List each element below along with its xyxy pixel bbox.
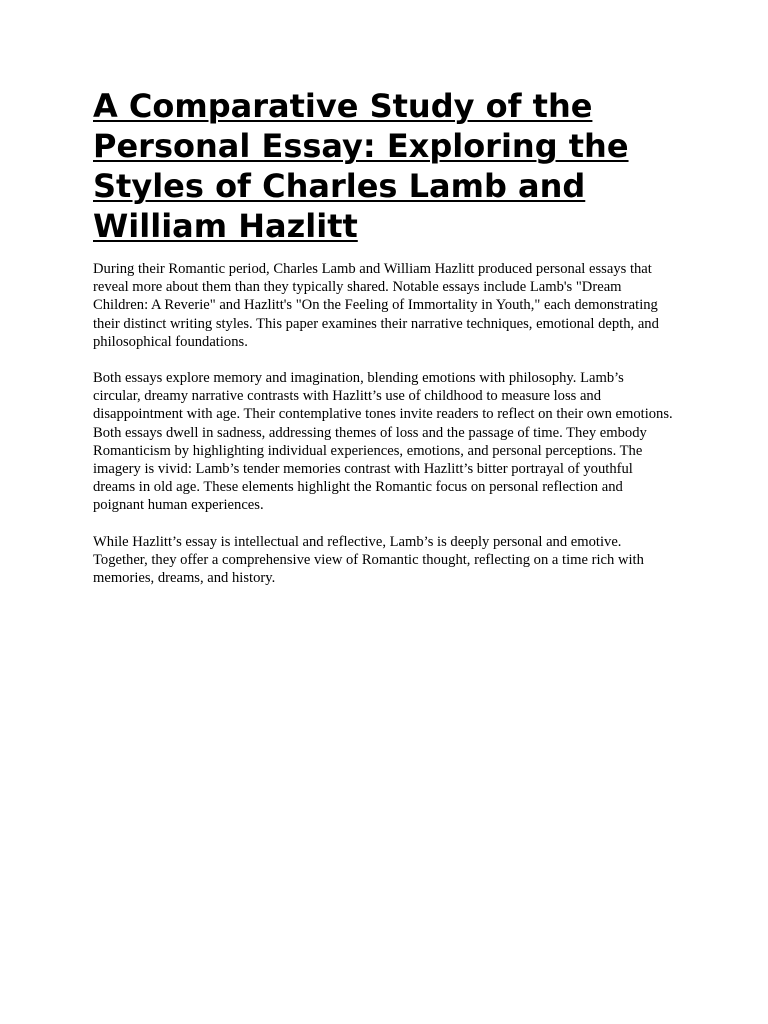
document-page <box>93 86 673 605</box>
document-title: A Comparative Study of the Personal Essay: Exploring the Styles of Charles Lamb and William Hazlitt <box>93 87 629 245</box>
paragraph-analysis: Both essays explore memory and imagination, blending emotions with philosophy. Lamb’s circular, dreamy narrative contrasts with Hazlitt’s use of childhood to measure loss and disappointment with age. Their contemplative tones invite readers to reflect on their own emotions. Both essays dwell in sadness, addressing themes of loss and the passage of time. They embody Romanticism by highlighting individual experiences, emotions, and personal perceptions. The imagery is vivid: Lamb’s tender memories contrast with Hazlitt’s bitter portrayal of youthful dreams in old age. These elements highlight the Romantic focus on personal reflection and poignant human experiences. <box>93 370 673 514</box>
paragraph-intro: During their Romantic period, Charles Lamb and William Hazlitt produced personal essays that reveal more about them than they typically shared. Notable essays include Lamb's "Dream Children: A Reverie" and Hazlitt's "On the Feeling of Immortality in Youth," each demonstrating their distinct writing styles. This paper examines their narrative techniques, emotional depth, and philosophical foundations. <box>93 261 659 350</box>
paragraph-conclusion: While Hazlitt’s essay is intellectual and reflective, Lamb’s is deeply personal and emotive. Together, they offer a comprehensive view of Romantic thought, reflecting on a time rich with memories, dreams, and history. <box>93 533 644 587</box>
